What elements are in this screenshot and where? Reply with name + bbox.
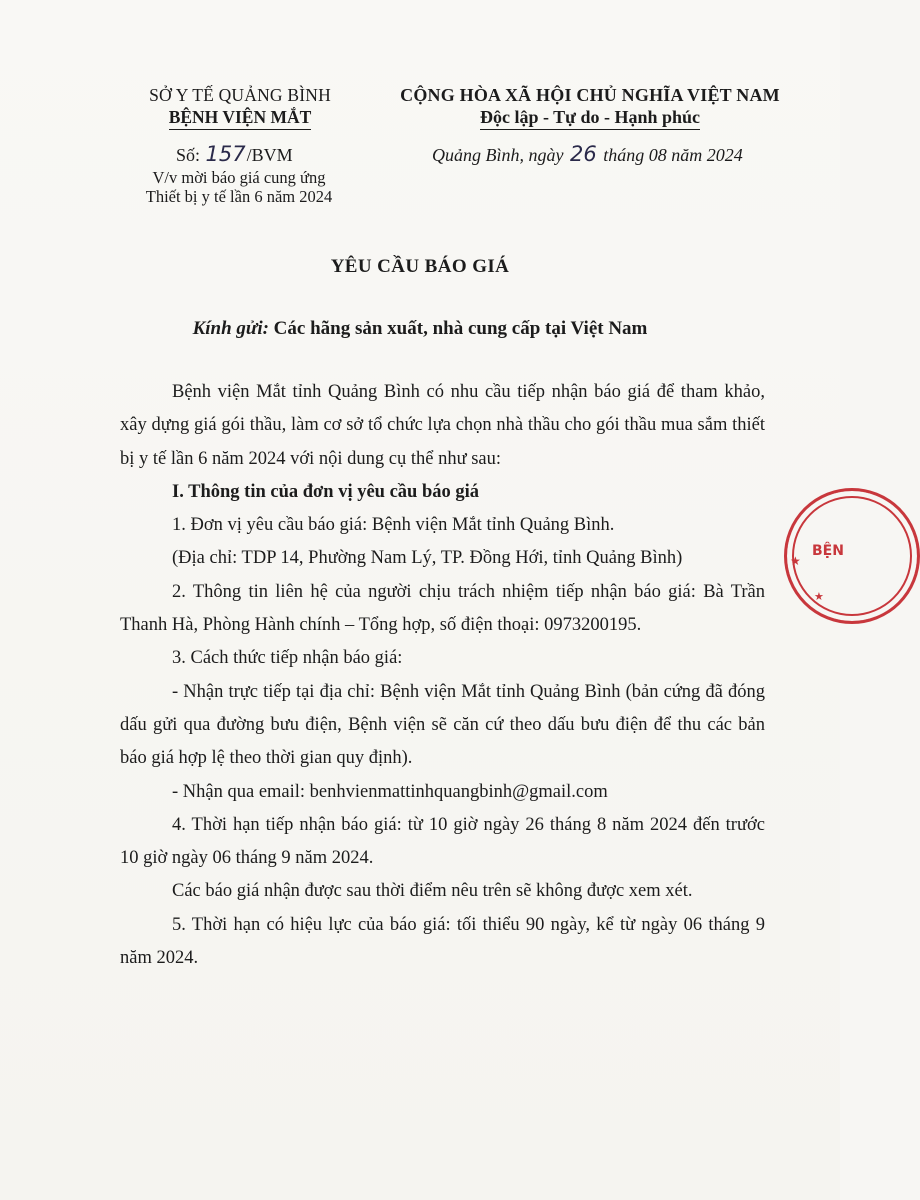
document-number [176,142,293,166]
document-title: YÊU CẦU BÁO GIÁ [330,256,510,277]
hospital-name-text: BỆNH VIỆN MẮT [169,106,312,130]
doc-number-prefix: Số: [176,145,201,165]
intro-paragraph: Bệnh viện Mắt tỉnh Quảng Bình có nhu cầu tiếp nhận báo giá để tham khảo, xây dựng giá gói thầu, làm cơ sở tổ chức lựa chọn nhà thầu cho gói thầu mua sắm thiết bị y tế lần 6 năm 2024 với nội dung cụ thể như sau: [120,382,765,469]
doc-number-suffix: /BVM [246,145,293,165]
item-5: 5. Thời hạn có hiệu lực của báo giá: tối thiểu 90 ngày, kể từ ngày 06 tháng 9 năm 2024. [120,914,765,969]
seal-text: BỆN [812,543,844,559]
document-body [120,376,765,975]
agency-name: SỞ Y TẾ QUẢNG BÌNH [149,85,331,105]
item-4: 4. Thời hạn tiếp nhận báo giá: từ 10 giờ ngày 26 tháng 8 năm 2024 đến trước 10 giờ ngày 06 tháng 9 năm 2024. [120,814,765,869]
hospital-name [100,106,380,130]
republic-name: CỘNG HÒA XÃ HỘI CHỦ NGHĨA VIỆT NAM [400,85,780,105]
item-3-direct: - Nhận trực tiếp tại địa chỉ: Bệnh viện Mắt tỉnh Quảng Bình (bản cứng đã đóng dấu gửi qua đường bưu điện, Bệnh viện sẽ căn cứ theo dấu bưu điện để thu các bản báo giá hợp lệ theo thời gian quy định). [120,681,765,769]
date-day: 26 [569,142,597,166]
subject-line-1: V/v mời báo giá cung ứng [152,168,326,187]
item-1: 1. Đơn vị yêu cầu báo giá: Bệnh viện Mắt tỉnh Quảng Bình. [172,515,615,536]
seal-star-icon: ★ [790,554,801,568]
place-date-suffix: tháng 08 năm 2024 [603,145,743,165]
place-date-prefix: Quảng Bình, ngày [432,145,564,165]
subject-line-2: Thiết bị y tế lần 6 năm 2024 [145,187,333,206]
item-4-note: Các báo giá nhận được sau thời điểm nêu trên sẽ không được xem xét. [172,881,693,902]
doc-number-value: 157 [205,142,246,166]
section-1-heading: I. Thông tin của đơn vị yêu cầu báo giá [172,481,480,502]
national-header [380,84,800,130]
addressee-label: Kính gửi: [192,318,269,339]
item-3-email: - Nhận qua email: benhvienmattinhquangbinh@gmail.com [172,781,608,802]
seal-star-icon-bottom: ★ [814,591,824,603]
item-3: 3. Cách thức tiếp nhận báo giá: [172,648,403,669]
item-2: 2. Thông tin liên hệ của người chịu trách nhiệm tiếp nhận báo giá: Bà Trần Thanh Hà, Phòng Hành chính – Tổng hợp, số điện thoại: 0973200195. [120,581,765,636]
item-1-address: (Địa chỉ: TDP 14, Phường Nam Lý, TP. Đồng Hới, tỉnh Quảng Bình) [172,548,683,569]
red-seal-stamp [784,488,920,624]
addressee-recipients: Các hãng sản xuất, nhà cung cấp tại Việt Nam [273,318,648,339]
national-motto: Độc lập - Tự do - Hạnh phúc [480,106,700,130]
place-date [432,142,743,166]
issuer-block [100,84,380,130]
addressee [0,318,840,340]
subject-block [114,168,364,206]
